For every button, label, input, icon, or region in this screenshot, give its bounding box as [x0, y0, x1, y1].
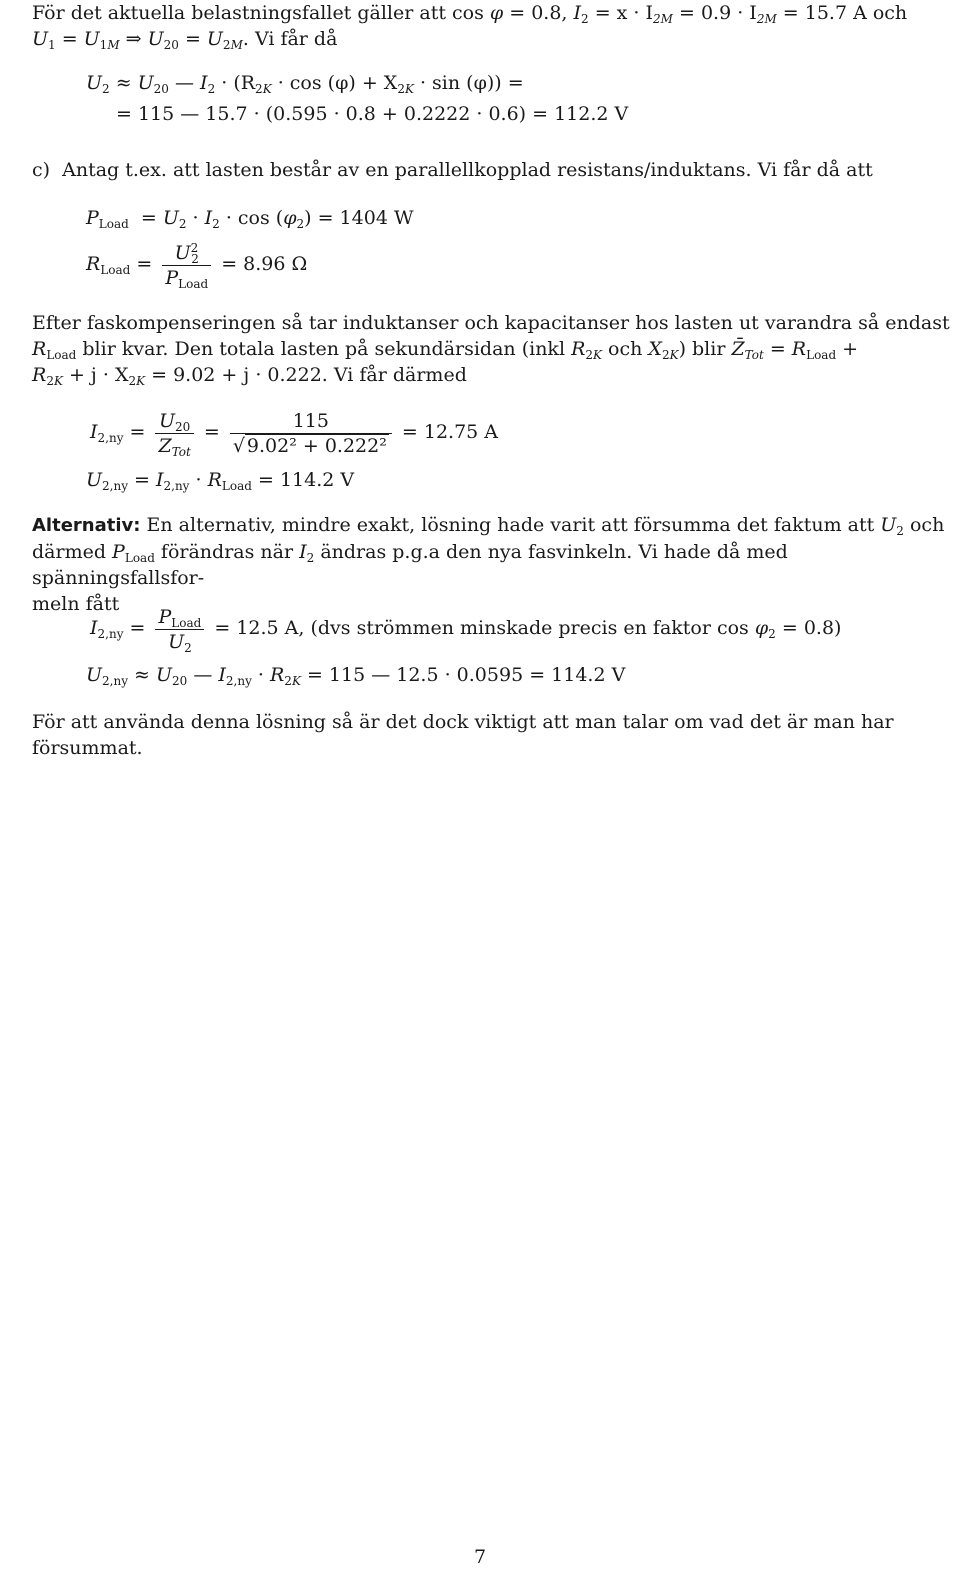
intro-line-1: För det aktuella belastningsfallet gäller att cos φ = 0.8, $I_2 = x \cdot I_{2M} = 0.9 \cdot I_{2M} = 15.7$ A och — [32, 2, 908, 26]
page-number: 7 — [473, 1546, 487, 1568]
intro-line-2: $U_1 = U_{1M}$ ⇒ $U_{20} = U_{2M}$. Vi får då — [32, 28, 338, 52]
part-c-heading: c) Antag t.ex. att lasten består av en parallellkopplad resistans/induktans. Vi får då att — [32, 159, 873, 181]
closing-paragraph: För att använda denna lösning så är det dock viktigt att man talar om vad det är man har försummat. — [32, 711, 894, 759]
equation-u2-ny: $U_{2,ny} = I_{2,ny} \cdot R_{Load} = 114.2$ V — [86, 469, 355, 493]
equation-alt-u2-ny: $U_{2,ny} \approx U_{20}$ — $I_{2,ny} \cdot R_{2K} = 115$ — 12.5 · 0.0595 = 114.2 V — [86, 664, 626, 688]
intro-paragraph — [32, 0, 952, 52]
equation-r-load: $R_{Load}$ = $\frac{U^2_2}{P_{Load}}$ = 8.96 Ω — [86, 240, 308, 291]
equation-u2-line-2: = 115 — 15.7 · (0.595 · 0.8 + 0.2222 · 0.6) = 112.2 V — [116, 103, 629, 125]
alternative-paragraph: Alternativ: En alternativ, mindre exakt, lösning hade varit att försumma det faktum att $U_2$ och därmed $P_{Load}$ förändras när $I_2$ ändras p.g.a den nya fasvinkeln. Vi hade då med spänningsfallsfor- meln fått — [32, 514, 945, 615]
equation-alt-current: $I_{2,ny}$ = $\frac{P_{Load}}{U_2}$ = 12.5 A, (dvs strömmen minskade precis en faktor $\cos \varphi_2 = 0.8$) — [90, 605, 842, 655]
fraction-r-load: $\frac{U^2_2}{P_{Load}}$ — [162, 241, 211, 290]
equation-p-load: $P_{Load} = U_2 \cdot I_2 \cdot \cos (\varphi_2) = 1404$ W — [86, 207, 414, 231]
compensation-paragraph: Efter faskompenseringen så tar induktanser och kapacitanser hos lasten ut varandra så endast $R_{Load}$ blir kvar. Den totala lasten på sekundärsidan (inkl $R_{2K}$ och $X_{2K}$) blir $Z̄_{Tot} = R_{Load}$ + $R_{2K} + j \cdot X_{2K} = 9.02 + j \cdot 0.222$. Vi får därmed — [32, 312, 950, 388]
equation-current: $I_{2,ny}$ = $\frac{U_{20}}{Z_{Tot}}$ = $\frac{115}{\text{√ 9.02² + 0.222²}}$ = 12.75 A — [90, 409, 499, 459]
equation-u2-line-1: $U_2 \approx U_{20}$ — $I_2 \cdot (R_{2K} \cdot \cos (\varphi) + X_{2K} \cdot \sin (\varphi))$ = — [86, 72, 524, 96]
